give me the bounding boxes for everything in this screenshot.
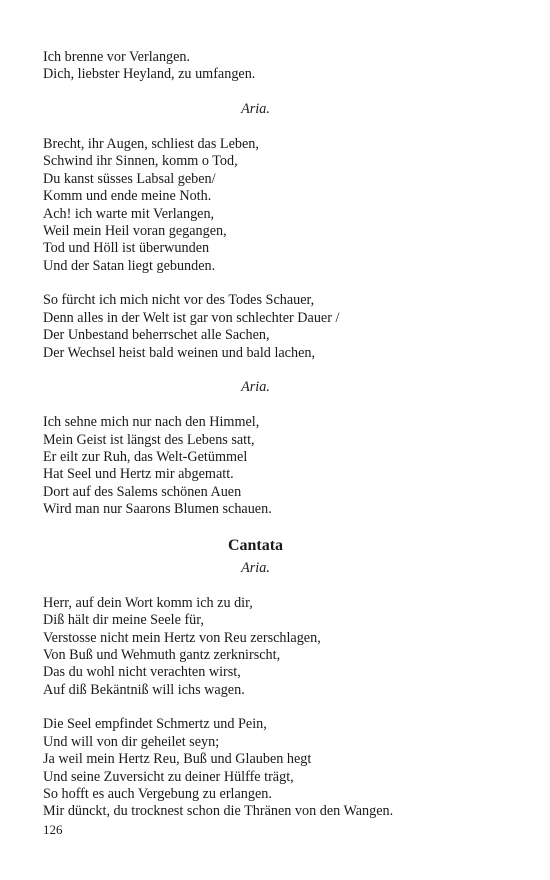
verse-line: Mir dünckt, du trocknest schon die Thränen von den Wangen. [43, 803, 394, 820]
verse-line: Und will von dir geheilet seyn; [43, 733, 220, 750]
aria2-stanza-1 [43, 414, 468, 518]
verse-line: Und seine Zuversicht zu deiner Hülffe trägt, [43, 768, 294, 785]
cantata-stanza-1 [43, 595, 468, 699]
verse-line: Mein Geist ist längst des Lebens satt, [43, 431, 255, 448]
aria-heading: Aria. [241, 379, 270, 396]
verse-line: Denn alles in der Welt ist gar von schlechter Dauer / [43, 309, 340, 326]
verse-line: So fürcht ich mich nicht vor des Todes Schauer, [43, 292, 315, 309]
verse-line: So hofft es auch Vergebung zu erlangen. [43, 786, 272, 803]
verse-line: Wird man nur Saarons Blumen schauen. [43, 501, 272, 518]
verse-line: Ach! ich warte mit Verlangen, [43, 205, 215, 222]
verse-line: Diß hält dir meine Seele für, [43, 612, 204, 629]
verse-line: Ich sehne mich nur nach den Himmel, [43, 414, 260, 431]
verse-line: Hat Seel und Hertz mir abgematt. [43, 466, 234, 483]
verse-line: Brecht, ihr Augen, schliest das Leben, [43, 135, 259, 152]
verse-line: Weil mein Heil voran gegangen, [43, 222, 227, 239]
verse-line: Die Seel empfindet Schmertz und Pein, [43, 716, 267, 733]
verse-line: Tod und Höll ist überwunden [43, 240, 210, 257]
verse-line: Von Buß und Wehmuth gantz zerknirscht, [43, 646, 281, 663]
verse-line: Schwind ihr Sinnen, komm o Tod, [43, 153, 238, 170]
verse-line: Das du wohl nicht verachten wirst, [43, 664, 241, 681]
verse-line: Du kanst süsses Labsal geben/ [43, 170, 216, 187]
verse-line: Dort auf des Salems schönen Auen [43, 483, 242, 500]
verse-line: Der Unbestand beherrschet alle Sachen, [43, 327, 270, 344]
aria-heading: Aria. [241, 101, 270, 118]
section-title-cantata: Cantata [227, 536, 284, 554]
verse-line: Er eilt zur Ruh, das Welt-Getümmel [43, 448, 248, 465]
verse-line: Ich brenne vor Verlangen. [43, 49, 191, 65]
verse-line: Herr, auf dein Wort komm ich zu dir, [43, 594, 253, 611]
verse-line: Verstosse nicht mein Hertz von Reu zerschlagen, [43, 629, 321, 646]
aria-heading: Aria. [241, 559, 270, 576]
aria1-stanza-1 [43, 136, 468, 275]
verse-line: Der Wechsel heist bald weinen und bald lachen, [43, 344, 316, 361]
aria1-stanza-2 [43, 292, 468, 362]
verse-line: Ja weil mein Hertz Reu, Buß und Glauben hegt [43, 751, 312, 768]
cantata-stanza-2 [43, 716, 468, 820]
intro-stanza [43, 49, 468, 84]
page-body [43, 49, 468, 838]
verse-line: Dich, liebster Heyland, zu umfangen. [43, 66, 256, 83]
verse-line: Und der Satan liegt gebunden. [43, 257, 216, 274]
verse-line: Komm und ende meine Noth. [43, 188, 212, 205]
verse-line: Auf diß Bekäntniß will ichs wagen. [43, 681, 245, 698]
page-number: 126 [43, 822, 63, 837]
